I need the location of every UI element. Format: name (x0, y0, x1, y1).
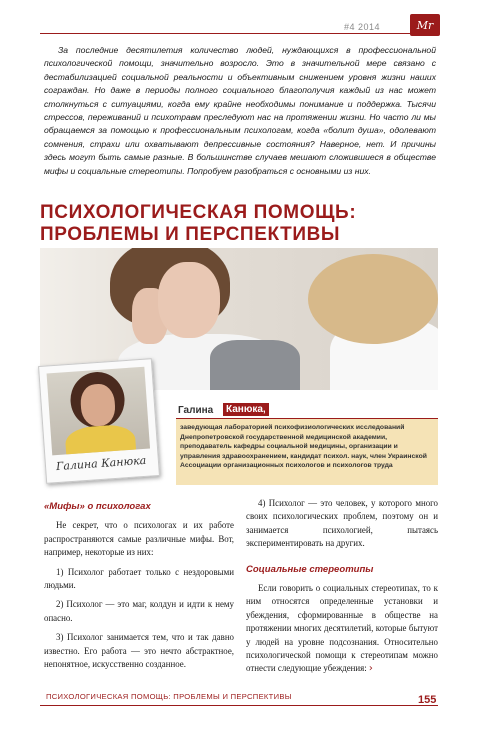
photo-patient-face (158, 262, 220, 338)
myth-item-1: 1) Психолог работает только с нездоровыми людьми. (44, 566, 234, 591)
portrait-body (64, 424, 137, 456)
heading-stereotypes: Социальные стереотипы (246, 563, 374, 575)
myth-item-2: 2) Психолог — это маг, колдун и идти к нему опасно. (44, 599, 234, 623)
column-left (44, 500, 234, 677)
header-rule (40, 33, 438, 34)
author-description: заведующая лабораторией психофизиологических исследований Днепропетровской государственной медицинской академии, преподаватель кафедры социальной медицины, организации и управления здравоохранением, кандидат психол. наук, член Украинской Ассоциации организационных психологов и психологов труда (180, 424, 427, 470)
paragraph-stereotypes (246, 582, 438, 676)
author-last-name: Канюка, (223, 403, 269, 416)
author-signature: Галина Канюка (55, 453, 147, 474)
heading-myths: «Мифы» о психологах (44, 501, 151, 512)
author-info-box (176, 419, 438, 485)
photo-psychologist-hair (308, 254, 438, 344)
author-name-rule (176, 404, 438, 419)
myth-item-4: 4) Психолог — это человек, у которого много своих психологических проблем, поэтому он и занимается психологией, пытаясь экспериментировать на других. (246, 498, 438, 549)
author-first-name: Галина (178, 405, 214, 416)
issue-number: #4 2014 (344, 22, 381, 32)
photo-patient-vest (210, 340, 300, 390)
page-number: 155 (418, 694, 437, 706)
article-title: ПСИХОЛОГИЧЕСКАЯ ПОМОЩЬ: ПРОБЛЕМЫ И ПЕРСПЕКТИВЫ (40, 202, 357, 245)
myth-item-3: 3) Психолог занимается тем, что и так давно известно. Его работа — это нечто абстрактное, непонятное, искусственно созданное. (44, 632, 234, 670)
portrait-face (79, 383, 116, 427)
paragraph-stereotypes-text: Если говорить о социальных стереотипах, то к ним относятся определенные установки и убеждения, сформированные в обществе на протяжении многих десятилетий, которые бытуют у людей на уровне подсознания. Относительно психологической помощи к стереотипам можно отнести следующие убеждения: (246, 583, 438, 674)
magazine-logo: Mr (410, 14, 440, 36)
intro-paragraph: За последние десятилетия количество людей, нуждающихся в профессиональной психологической помощи, значительно возросло. Это в значительной мере связано с дестабилизацией социальной реальности и объективным снижением уровня жизни наших сограждан. Но даже в периоды полного социального благополучия каждый из нас может столкнуться с ситуациями, когда ему крайне необходимы понимание и поддержка. Тысячи стрессов, переживаний и психотравм преследуют нас на протяжении жизни. Но часто ли мы обращаемся за помощью к профессиональным психологам, когда «болит душа», одолевают сомнения, страхи или охватывают депрессивные состояния? Наверное, нет. И причины здесь могут быть самые разные. В большинстве случаев мешают сложившиеся в обществе мифы и социальные стереотипы. Попробуем разобраться с основными из них. (44, 45, 436, 176)
column-right (246, 497, 438, 682)
author-portrait (47, 367, 150, 456)
footer-rule (40, 705, 438, 706)
running-title: ПСИХОЛОГИЧЕСКАЯ ПОМОЩЬ: ПРОБЛЕМЫ И ПЕРСПЕКТИВЫ (46, 692, 292, 701)
paragraph: Не секрет, что о психологах и их работе распространяются самые различные мифы. Вот, например, некоторые из них: (44, 520, 234, 558)
author-portrait-card (38, 358, 160, 484)
arrow-right-icon: › (368, 663, 373, 675)
